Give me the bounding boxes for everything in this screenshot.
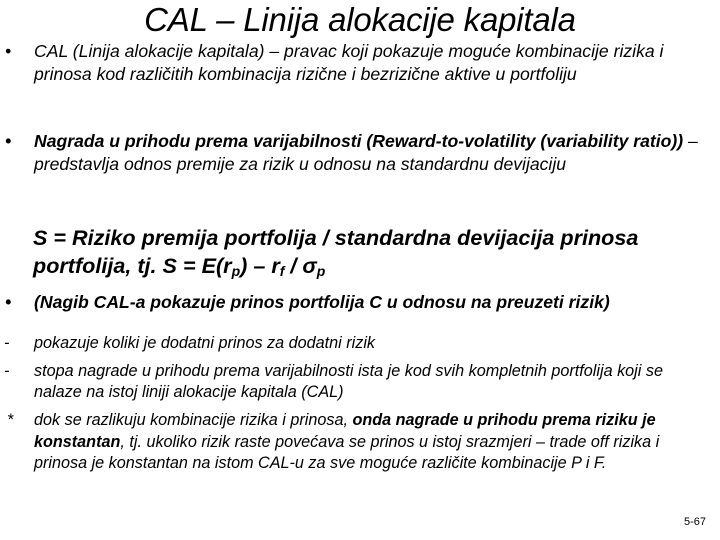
star-item — [0, 410, 712, 475]
star-text-bold: onda nagrade u prihodu prema riziku je konstantan — [34, 411, 656, 451]
bullet-bold-term: Nagrada u prihodu prema varijabilnosti (Reward-to-volatility (variability ratio)) — [34, 131, 684, 151]
bullet-text: CAL (Linija alokacije kapitala) – pravac koji pokazuje moguće kombinacije rizika i prinosa kod različitih kombinacija rizične i bezrizične aktive u portfoliju — [34, 41, 664, 84]
star-text-post: , tj. ukoliko rizik raste povećava se prinos u istoj srazmjeri – trade off rizika i prinosa je konstantan na istom CAL-u za sve moguće različite kombinacije P i F. — [34, 432, 660, 472]
dash-item — [0, 361, 712, 403]
dash-text: stopa nagrade u prihodu prema varijabilnosti ista je kod svih kompletnih portfolija koji se nalaze na istoj liniji alokacije kapitala (CAL) — [34, 362, 663, 401]
star-marker: * — [7, 411, 14, 429]
bullet-cal-definition — [0, 40, 712, 86]
bullet-marker: • — [5, 292, 12, 312]
dash-text: pokazuje koliki je dodatni prinos za dodatni rizik — [34, 334, 376, 352]
page-number: 5-67 — [683, 516, 706, 528]
bullet-text: – predstavlja odnos premije za rizik u odnosu na standardnu devijaciju — [34, 131, 698, 174]
sharpe-formula — [33, 224, 713, 280]
bullet-reward-to-volatility — [0, 130, 712, 176]
dash-marker: - — [4, 362, 10, 380]
slide-title: CAL – Linija alokacije kapitala — [144, 1, 576, 38]
star-text-pre: dok se razlikuju kombinacije rizika i prinosa, — [34, 411, 353, 429]
bullet-marker: • — [5, 131, 12, 151]
formula-line-1: S = Riziko premija portfolija / standardna devijacija prinosa — [33, 225, 639, 250]
bullet-cal-slope — [0, 290, 712, 314]
dash-marker: - — [4, 334, 10, 352]
bullet-text: (Nagib CAL-a pokazuje prinos portfolija C u odnosu na preuzeti rizik) — [34, 292, 610, 312]
bullet-marker: • — [5, 41, 12, 61]
formula-line-2: portfolija, tj. $S = E(r_p) - r_f / \sigma_p$ — [33, 253, 326, 279]
dash-item — [0, 333, 712, 353]
